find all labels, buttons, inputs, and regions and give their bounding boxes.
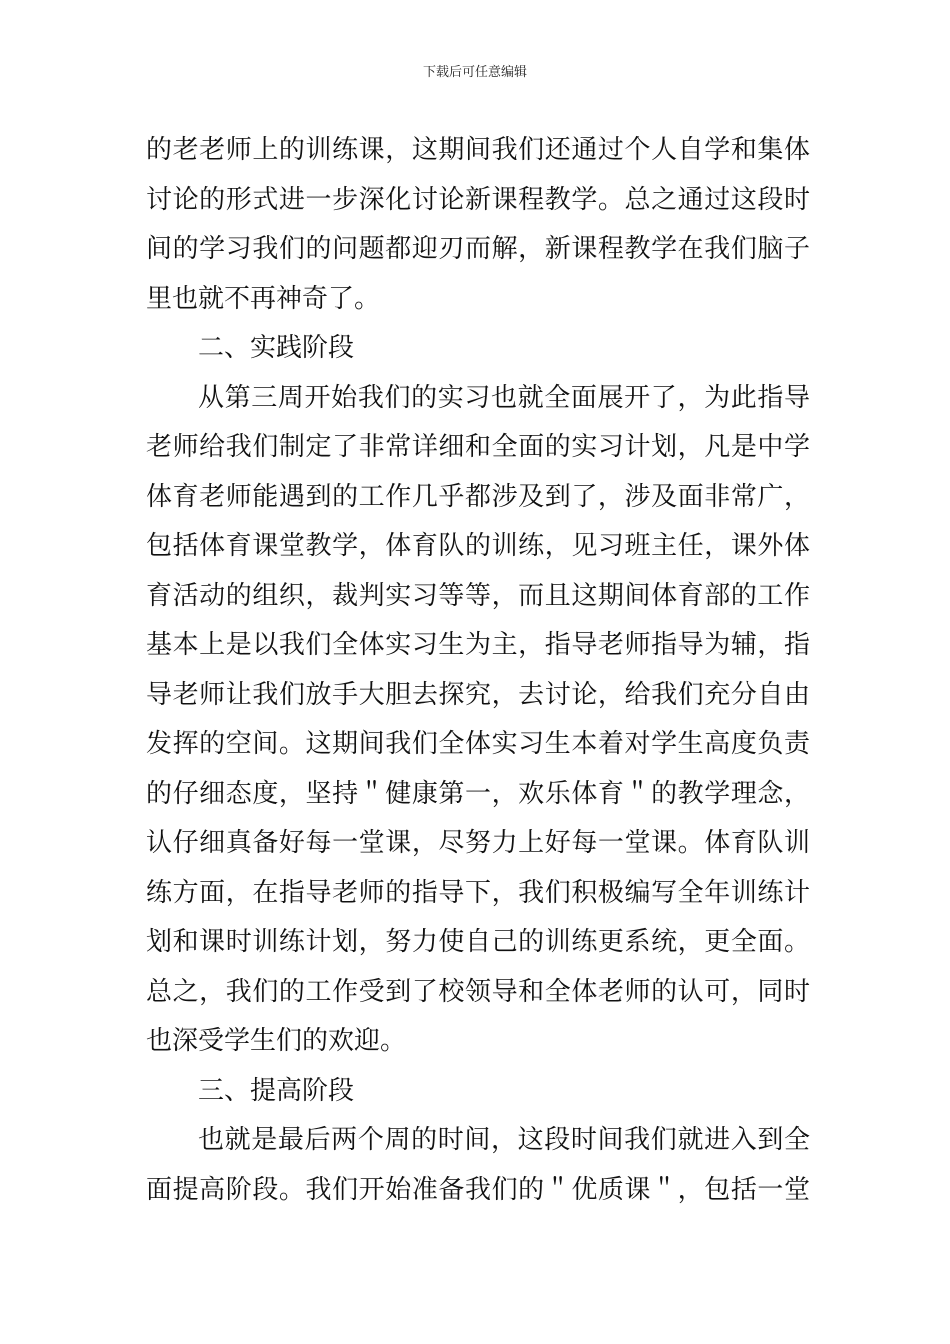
text-line: 讨论的形式进一步深化讨论新课程教学。总之通过这段时 [146, 184, 810, 215]
text-line: 育活动的组织，裁判实习等等，而且这期间体育部的工作 [146, 580, 810, 611]
text-line: 发挥的空间。这期间我们全体实习生本着对学生高度负责 [146, 729, 810, 759]
text-line: 里也就不再神奇了。 [146, 283, 381, 314]
text-line: 的仔细态度，坚持＂健康第一，欢乐体育＂的教学理念， [146, 778, 810, 809]
text-line: 总之，我们的工作受到了校领导和全体老师的认可，同时 [146, 976, 810, 1007]
text-line: 练方面，在指导老师的指导下，我们积极编写全年训练计 [146, 877, 810, 908]
text-line: 的老老师上的训练课，这期间我们还通过个人自学和集体 [146, 135, 810, 165]
text-line: 也就是最后两个周的时间，这段时间我们就进入到全 [198, 1125, 810, 1155]
text-line: 认仔细真备好每一堂课，尽努力上好每一堂课。体育队训 [146, 828, 810, 858]
text-line: 从第三周开始我们的实习也就全面展开了，为此指导 [198, 382, 810, 413]
text-line: 导老师让我们放手大胆去探究，去讨论，给我们充分自由 [146, 679, 810, 710]
text-line: 也深受学生们的欢迎。 [146, 1026, 407, 1056]
text-line: 包括体育课堂教学，体育队的训练，见习班主任，课外体 [146, 531, 810, 561]
text-line: 面提高阶段。我们开始准备我们的＂优质课＂，包括一堂 [146, 1174, 810, 1205]
section-heading: 三、提高阶段 [198, 1075, 355, 1106]
text-line: 体育老师能遇到的工作几乎都涉及到了，涉及面非常广， [146, 481, 810, 512]
text-line: 老师给我们制定了非常详细和全面的实习计划，凡是中学 [146, 432, 810, 462]
text-line: 划和课时训练计划，努力使自己的训练更系统，更全面。 [146, 927, 810, 957]
page-header: 下载后可任意编辑 [422, 65, 527, 80]
text-line: 基本上是以我们全体实习生为主，指导老师指导为辅，指 [146, 630, 810, 660]
section-heading: 二、实践阶段 [198, 333, 355, 363]
text-line: 间的学习我们的问题都迎刃而解，新课程教学在我们脑子 [146, 234, 810, 264]
document-body [146, 126, 810, 1215]
